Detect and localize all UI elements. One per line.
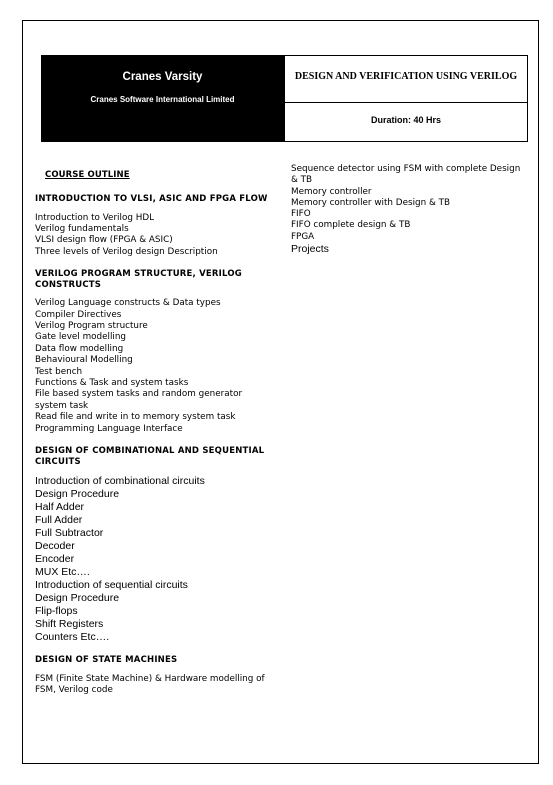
- list-item: Shift Registers: [35, 618, 104, 630]
- list-item: Functions & Task and system tasks: [35, 377, 189, 388]
- list-item: Gate level modelling: [35, 332, 127, 343]
- course-title: DESIGN AND VERIFICATION USING VERILOG: [294, 71, 518, 82]
- list-item: Introduction of sequential circuits: [35, 579, 188, 591]
- section-heading: DESIGN OF COMBINATIONAL AND SEQUENTIAL CIRCUITS: [35, 446, 265, 467]
- list-item: Full Adder: [35, 514, 83, 526]
- list-item: FPGA: [291, 231, 315, 242]
- list-item: Data flow modelling: [35, 343, 124, 354]
- header-divider: [285, 102, 527, 103]
- list-item: MUX Etc….: [35, 566, 90, 578]
- list-item: Decoder: [35, 540, 75, 552]
- list-item: FSM (Finite State Machine) & Hardware modelling of FSM, Verilog code: [35, 673, 265, 695]
- list-item: Programming Language Interface: [35, 423, 183, 434]
- list-item: Flip-flops: [35, 605, 78, 617]
- section-heading: DESIGN OF STATE MACHINES: [35, 655, 178, 665]
- list-item: Counters Etc….: [35, 631, 110, 643]
- list-item: Compiler Directives: [35, 309, 122, 320]
- list-item: Verilog Program structure: [35, 320, 148, 331]
- section-program-structure: [35, 269, 275, 435]
- course-duration: Duration: 40 Hrs: [370, 115, 441, 125]
- list-item: Encoder: [35, 553, 75, 565]
- org-banner: [41, 55, 284, 142]
- list-item: Behavioural Modelling: [35, 355, 133, 366]
- outline-left-column: [35, 170, 275, 707]
- list-item: Memory controller with Design & TB: [291, 197, 451, 208]
- section-heading: VERILOG PROGRAM STRUCTURE, VERILOG CONSTRUCTS: [35, 269, 242, 290]
- list-item: Full Subtractor: [35, 527, 104, 539]
- list-item: Introduction to Verilog HDL: [35, 212, 154, 223]
- course-info-box: [284, 55, 528, 142]
- course-header: [41, 55, 528, 142]
- list-item: FIFO: [291, 209, 311, 220]
- section-heading: INTRODUCTION TO VLSI, ASIC AND FPGA FLOW: [35, 194, 268, 204]
- section-state-machines: [35, 655, 275, 696]
- list-item: Sequence detector using FSM with complete Design & TB: [291, 164, 521, 186]
- org-name: Cranes Varsity: [122, 71, 203, 83]
- list-item: Verilog fundamentals: [35, 223, 129, 234]
- list-item: Test bench: [35, 366, 83, 377]
- section-intro: [35, 194, 275, 258]
- section-combinational-sequential: [35, 446, 275, 644]
- list-item: File based system tasks and random generator system task: [35, 389, 243, 411]
- list-item: Design Procedure: [35, 592, 120, 604]
- company-name: Cranes Software International Limited: [90, 95, 235, 104]
- list-item: Read file and write in to memory system task: [35, 412, 236, 423]
- list-item: VLSI design flow (FPGA & ASIC): [35, 235, 173, 246]
- list-item: Introduction of combinational circuits: [35, 475, 205, 487]
- list-item: Memory controller: [291, 186, 372, 197]
- outline-title: COURSE OUTLINE: [45, 170, 130, 180]
- list-item: Half Adder: [35, 501, 85, 513]
- list-item: FIFO complete design & TB: [291, 220, 411, 231]
- list-item: Design Procedure: [35, 488, 120, 500]
- list-item: Three levels of Verilog design Description: [35, 246, 218, 257]
- list-item: Verilog Language constructs & Data types: [35, 298, 221, 309]
- projects-label: Projects: [291, 243, 329, 256]
- outline-right-column: [291, 164, 526, 256]
